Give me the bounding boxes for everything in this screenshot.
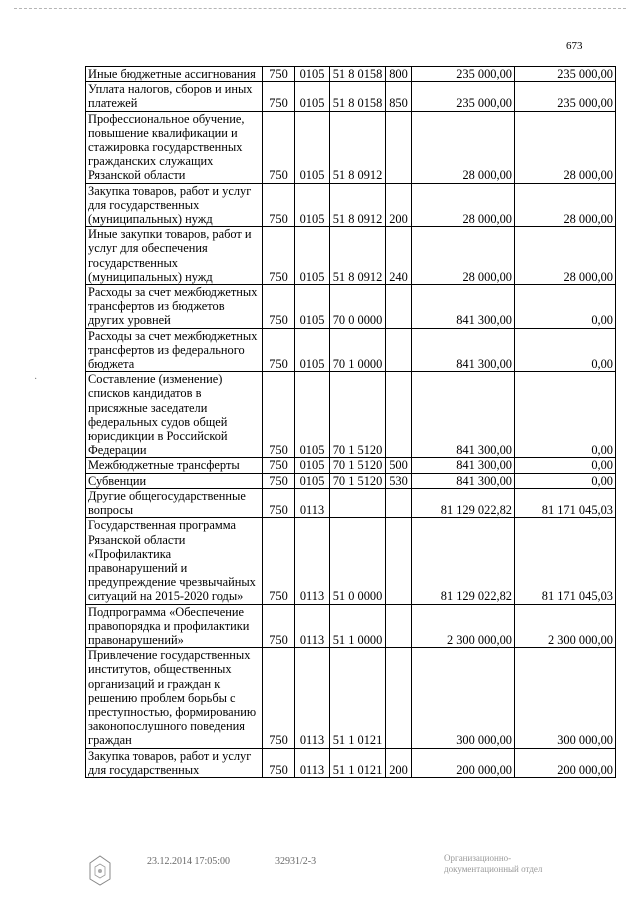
row-ministry-code: 750	[263, 648, 295, 748]
row-name: Расходы за счет межбюджетных трансфертов из бюджетов других уровней	[86, 285, 263, 329]
row-ministry-code: 750	[263, 473, 295, 488]
row-section-code: 0105	[295, 328, 330, 372]
row-target-item-code: 70 1 5120	[330, 372, 386, 458]
row-section-code: 0105	[295, 372, 330, 458]
row-amount-2015: 81 129 022,82	[412, 488, 515, 517]
row-target-item-code: 51 8 0158	[330, 67, 386, 82]
row-ministry-code: 750	[263, 328, 295, 372]
row-ministry-code: 750	[263, 748, 295, 777]
row-target-item-code: 51 8 0912	[330, 111, 386, 183]
row-amount-2015: 841 300,00	[412, 285, 515, 329]
row-name: Привлечение государственных институтов, общественных организаций и граждан к решению проблем борьбы с преступностью, формированию законопослушного поведения граждан	[86, 648, 263, 748]
row-name: Составление (изменение) списков кандидатов в присяжные заседатели федеральных судов общей юрисдикции в Российской Федерации	[86, 372, 263, 458]
row-name: Уплата налогов, сборов и иных платежей	[86, 82, 263, 111]
row-ministry-code: 750	[263, 67, 295, 82]
row-expense-type-code	[386, 518, 412, 604]
row-section-code: 0105	[295, 458, 330, 473]
row-expense-type-code: 200	[386, 183, 412, 227]
row-target-item-code: 51 8 0158	[330, 82, 386, 111]
row-target-item-code: 70 0 0000	[330, 285, 386, 329]
row-name: Иные бюджетные ассигнования	[86, 67, 263, 82]
scan-top-edge	[14, 8, 626, 9]
row-amount-2015: 28 000,00	[412, 183, 515, 227]
row-ministry-code: 750	[263, 518, 295, 604]
row-expense-type-code	[386, 604, 412, 648]
row-amount-2016: 300 000,00	[515, 648, 616, 748]
row-expense-type-code	[386, 111, 412, 183]
row-amount-2015: 2 300 000,00	[412, 604, 515, 648]
row-amount-2016: 28 000,00	[515, 227, 616, 285]
row-name: Иные закупки товаров, работ и услуг для обеспечения государственных (муниципальных) нужд	[86, 227, 263, 285]
row-expense-type-code: 240	[386, 227, 412, 285]
footer-date: 23.12.2014 17:05:00	[147, 856, 231, 867]
seal-stamp	[86, 853, 114, 887]
row-name: Субвенции	[86, 473, 263, 488]
row-name: Другие общегосударственные вопросы	[86, 488, 263, 517]
row-amount-2016: 81 171 045,03	[515, 488, 616, 517]
row-section-code: 0113	[295, 488, 330, 517]
row-name: Закупка товаров, работ и услуг для государственных	[86, 748, 263, 777]
table-row	[86, 748, 616, 777]
row-expense-type-code: 800	[386, 67, 412, 82]
row-target-item-code: 51 1 0000	[330, 604, 386, 648]
row-name: Профессиональное обучение, повышение квалификации и стажировка государственных гражданских служащих Рязанской области	[86, 111, 263, 183]
page-number: 673	[566, 40, 583, 52]
row-ministry-code: 750	[263, 458, 295, 473]
row-amount-2016: 0,00	[515, 285, 616, 329]
row-expense-type-code: 200	[386, 748, 412, 777]
row-amount-2015: 235 000,00	[412, 67, 515, 82]
table-row	[86, 227, 616, 285]
row-amount-2015: 841 300,00	[412, 473, 515, 488]
table-row	[86, 473, 616, 488]
row-target-item-code: 51 8 0912	[330, 183, 386, 227]
row-amount-2016: 2 300 000,00	[515, 604, 616, 648]
row-expense-type-code	[386, 648, 412, 748]
table-row	[86, 82, 616, 111]
row-section-code: 0105	[295, 285, 330, 329]
row-ministry-code: 750	[263, 227, 295, 285]
row-name: Расходы за счет межбюджетных трансфертов из федерального бюджета	[86, 328, 263, 372]
table-row	[86, 604, 616, 648]
margin-mark: ·	[34, 374, 38, 385]
row-section-code: 0113	[295, 748, 330, 777]
row-section-code: 0113	[295, 604, 330, 648]
row-section-code: 0105	[295, 82, 330, 111]
row-amount-2015: 841 300,00	[412, 328, 515, 372]
row-ministry-code: 750	[263, 285, 295, 329]
row-ministry-code: 750	[263, 488, 295, 517]
row-expense-type-code	[386, 328, 412, 372]
row-name: Подпрограмма «Обеспечение правопорядка и профилактики правонарушений»	[86, 604, 263, 648]
row-section-code: 0105	[295, 183, 330, 227]
table-row	[86, 488, 616, 517]
row-ministry-code: 750	[263, 111, 295, 183]
row-target-item-code: 70 1 5120	[330, 458, 386, 473]
table-row	[86, 111, 616, 183]
row-section-code: 0105	[295, 67, 330, 82]
row-amount-2016: 235 000,00	[515, 67, 616, 82]
row-target-item-code: 70 1 0000	[330, 328, 386, 372]
row-name: Межбюджетные трансферты	[86, 458, 263, 473]
table-row	[86, 458, 616, 473]
row-target-item-code: 51 1 0121	[330, 748, 386, 777]
row-target-item-code: 51 1 0121	[330, 648, 386, 748]
row-amount-2016: 200 000,00	[515, 748, 616, 777]
row-target-item-code: 51 8 0912	[330, 227, 386, 285]
row-ministry-code: 750	[263, 604, 295, 648]
row-ministry-code: 750	[263, 183, 295, 227]
table-row	[86, 285, 616, 329]
row-amount-2016: 0,00	[515, 328, 616, 372]
row-name: Закупка товаров, работ и услуг для государственных (муниципальных) нужд	[86, 183, 263, 227]
row-amount-2015: 300 000,00	[412, 648, 515, 748]
row-amount-2015: 81 129 022,82	[412, 518, 515, 604]
row-section-code: 0105	[295, 111, 330, 183]
table-row	[86, 67, 616, 82]
row-amount-2015: 200 000,00	[412, 748, 515, 777]
row-amount-2015: 28 000,00	[412, 111, 515, 183]
row-target-item-code: 51 0 0000	[330, 518, 386, 604]
row-amount-2016: 28 000,00	[515, 111, 616, 183]
row-section-code: 0105	[295, 473, 330, 488]
footer-organization: Организационно-документационный отдел	[444, 853, 543, 874]
row-amount-2016: 0,00	[515, 372, 616, 458]
row-expense-type-code: 500	[386, 458, 412, 473]
row-amount-2015: 28 000,00	[412, 227, 515, 285]
row-amount-2016: 235 000,00	[515, 82, 616, 111]
row-amount-2015: 841 300,00	[412, 458, 515, 473]
row-expense-type-code	[386, 488, 412, 517]
row-amount-2015: 841 300,00	[412, 372, 515, 458]
table-row	[86, 518, 616, 604]
table-row	[86, 648, 616, 748]
row-amount-2016: 28 000,00	[515, 183, 616, 227]
row-amount-2016: 0,00	[515, 458, 616, 473]
table-row	[86, 328, 616, 372]
row-amount-2015: 235 000,00	[412, 82, 515, 111]
row-name: Государственная программа Рязанской области «Профилактика правонарушений и предупреждение чрезвычайных ситуаций на 2015-2020 годы»	[86, 518, 263, 604]
row-ministry-code: 750	[263, 372, 295, 458]
row-expense-type-code	[386, 285, 412, 329]
row-section-code: 0105	[295, 227, 330, 285]
row-section-code: 0113	[295, 648, 330, 748]
footer-document-id: 32931/2-3	[275, 856, 317, 867]
table-row	[86, 183, 616, 227]
row-target-item-code: 70 1 5120	[330, 473, 386, 488]
row-target-item-code	[330, 488, 386, 517]
row-amount-2016: 0,00	[515, 473, 616, 488]
table-row	[86, 372, 616, 458]
row-expense-type-code	[386, 372, 412, 458]
row-expense-type-code: 850	[386, 82, 412, 111]
row-expense-type-code: 530	[386, 473, 412, 488]
row-amount-2016: 81 171 045,03	[515, 518, 616, 604]
row-section-code: 0113	[295, 518, 330, 604]
budget-table	[85, 66, 616, 778]
row-ministry-code: 750	[263, 82, 295, 111]
